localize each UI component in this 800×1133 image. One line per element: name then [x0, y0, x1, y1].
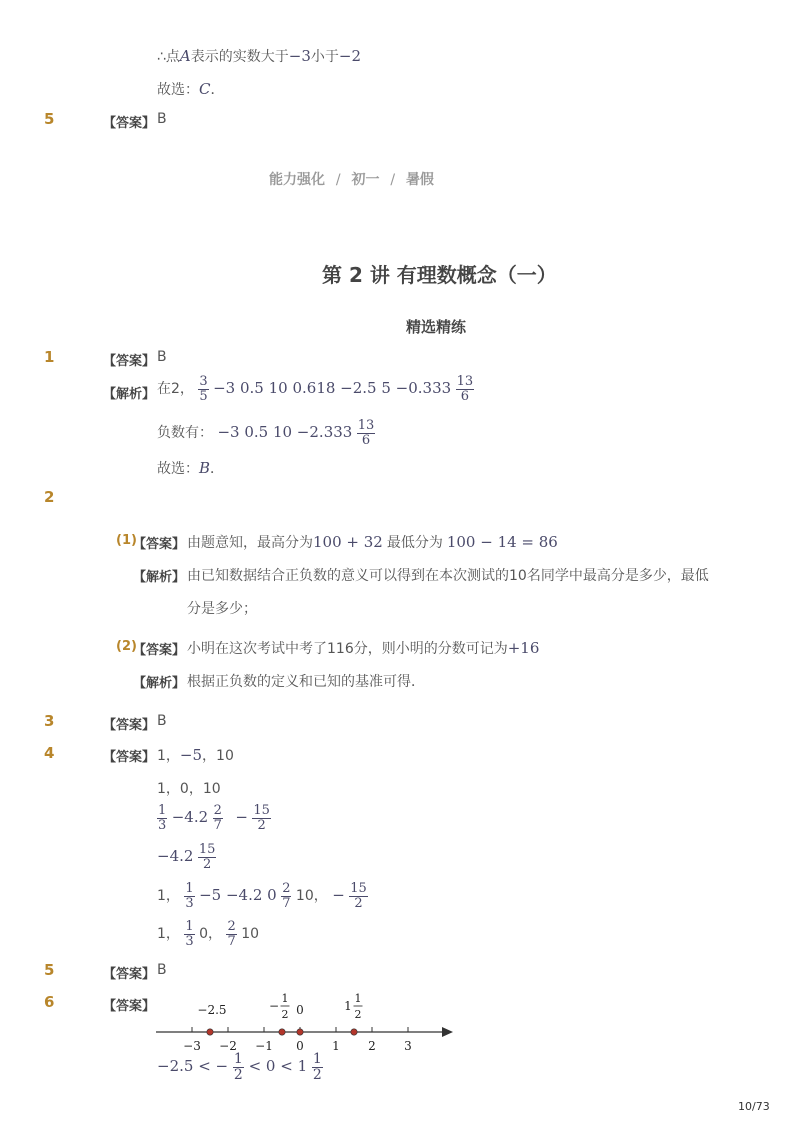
answer-label: 【答案】 — [103, 750, 156, 765]
answer-text-prefix: 由题意知，最高分为 — [187, 535, 313, 551]
analysis-text: 分是多少； — [187, 601, 257, 617]
answer-text-mid: 最低分为 — [386, 535, 443, 551]
answer-line-5: 1， $\frac{1}{3}$ −5 −4.2 0 $\frac{2}{7}$ 10， − $\frac{15}{2}$ — [157, 881, 367, 911]
answer-value: B — [157, 349, 167, 365]
answer-text — [187, 532, 558, 552]
fraction: $\frac{1}{3}$ — [158, 803, 167, 833]
conclusion-mid: 小于 — [310, 49, 339, 65]
fraction: $\frac{1}{2}$ — [312, 1051, 322, 1083]
analysis-label: 【解析】 — [103, 387, 156, 402]
point-a-var: A — [179, 47, 191, 65]
point-label: 0 — [296, 1003, 304, 1017]
page-number: 10/73 — [738, 1100, 770, 1113]
number-point — [279, 1029, 285, 1035]
number-point — [297, 1029, 303, 1035]
answer-label: 【答案】 — [133, 643, 186, 658]
answer-math: −5 −4.2 0 — [199, 886, 277, 905]
breadcrumb-separator: / — [335, 172, 341, 188]
fraction: $\frac{2}{7}$ — [282, 881, 291, 911]
fraction: $\frac{13}{6}$ — [357, 418, 375, 448]
answer-line-6: 1， $\frac{1}{3}$ 0， $\frac{2}{7}$ 10 — [157, 919, 260, 949]
question-number: 5 — [44, 961, 55, 979]
tick-label: −2 — [219, 1039, 237, 1053]
fraction: $\frac{1}{2}$ — [233, 1051, 243, 1083]
answer-label: 【答案】 — [103, 999, 156, 1014]
conclusion-prefix: ∴点 — [157, 49, 180, 65]
tick-label: 3 — [404, 1039, 412, 1053]
choose-value: C — [199, 80, 211, 98]
answer-value: B — [157, 111, 167, 127]
part-tag: (2) — [116, 639, 137, 654]
fraction: $\frac{15}{2}$ — [253, 803, 270, 833]
tick-label: 0 — [296, 1039, 304, 1053]
inequality: −2.5 < − $\frac{1}{2}$ < 0 < 1 $\frac{1}{2}$ — [157, 1051, 322, 1083]
number-point — [207, 1029, 213, 1035]
axis-arrow — [442, 1027, 453, 1037]
answer-value: B — [157, 713, 167, 729]
analysis-label: 【解析】 — [133, 570, 186, 585]
question-number: 6 — [44, 993, 55, 1011]
choose-label: 故选： — [157, 82, 199, 98]
breadcrumb-item-3: 暑假 — [405, 172, 434, 188]
question-number: 5 — [44, 110, 55, 128]
question-number: 1 — [44, 348, 55, 366]
choose-value: B — [199, 459, 211, 477]
answer-value: B — [157, 962, 167, 978]
answer-math: 100 − 14 = 86 — [446, 533, 558, 551]
answer-math: −4.2 — [171, 808, 209, 827]
choose-line-top: 故选：C． — [157, 80, 225, 98]
question-number: 4 — [44, 744, 55, 762]
analysis-math: −3 0.5 10 0.618 −2.5 5 −0.333 — [213, 379, 452, 398]
analysis-text: 根据正负数的定义和已知的基准可得． — [187, 674, 425, 690]
fraction: $\frac{2}{7}$ — [227, 919, 236, 949]
fraction: $\frac{1}{3}$ — [185, 881, 194, 911]
number-point — [351, 1029, 357, 1035]
question-number: 3 — [44, 712, 55, 730]
point-label: 1 — [281, 992, 289, 1005]
choose-label: 故选： — [157, 461, 199, 477]
question-number: 2 — [44, 488, 55, 506]
tick-label: 2 — [368, 1039, 376, 1053]
tick-label: 1 — [332, 1039, 340, 1053]
analysis-text: 在2， — [157, 381, 194, 398]
point-label: 1 — [344, 999, 352, 1013]
analysis-text: 负数有： — [157, 425, 213, 442]
analysis-label: 【解析】 — [133, 676, 186, 691]
answer-line-1: 1，−5，10 — [157, 746, 234, 764]
conclusion-math: −3 — [288, 47, 311, 65]
answer-line-4 — [157, 843, 216, 871]
choose-line: 故选：B． — [157, 459, 225, 477]
answer-label: 【答案】 — [103, 967, 156, 982]
section-title: 精选精练 — [406, 318, 467, 336]
tick-label: −1 — [255, 1039, 273, 1053]
answer-text-prefix: 小明在这次考试中考了116分，则小明的分数可记为 — [187, 641, 508, 657]
conclusion-text: 表示的实数大于 — [190, 49, 289, 65]
analysis-line-2 — [157, 419, 375, 447]
answer-line-3: $\frac{1}{3}$ −4.2 $\frac{2}{7}$ − $\frac{15}{2}$ — [158, 803, 270, 833]
fraction: $\frac{1}{3}$ — [185, 919, 194, 949]
point-label: 2 — [354, 1008, 362, 1021]
answer-math: −5 — [179, 746, 203, 764]
fraction: $\frac{15}{2}$ — [350, 881, 367, 911]
tick-label: −3 — [183, 1039, 201, 1053]
fraction: $\frac{2}{7}$ — [213, 803, 222, 833]
point-label: − — [268, 999, 280, 1013]
answer-text — [187, 638, 539, 658]
breadcrumb-item-2: 初一 — [351, 172, 380, 188]
part-tag: (1) — [116, 533, 137, 548]
analysis-math: −3 0.5 10 −2.333 — [217, 423, 353, 442]
breadcrumb — [269, 169, 434, 189]
number-line — [150, 980, 460, 1060]
fraction: $\frac{13}{6}$ — [456, 374, 474, 404]
lecture-title: 第 2 讲 有理数概念（一） — [322, 263, 557, 287]
analysis-line-1 — [157, 375, 474, 403]
conclusion-line — [157, 46, 361, 66]
answer-label: 【答案】 — [133, 537, 186, 552]
conclusion-math2: −2 — [338, 47, 362, 65]
breadcrumb-item-1: 能力强化 — [269, 172, 325, 188]
answer-label: 【答案】 — [103, 116, 156, 131]
fraction: $\frac{3}{5}$ — [199, 374, 208, 404]
point-label: 2 — [281, 1008, 289, 1021]
breadcrumb-separator: / — [390, 172, 396, 188]
analysis-text: 由已知数据结合正负数的意义可以得到在本次测试的10名同学中最高分是多少，最低 — [187, 568, 709, 584]
answer-label: 【答案】 — [103, 718, 156, 733]
point-label: −2.5 — [197, 1003, 227, 1017]
fraction: $\frac{15}{2}$ — [198, 842, 216, 872]
point-label: 1 — [354, 992, 362, 1005]
answer-math: −4.2 — [157, 847, 194, 866]
answer-line-2: 1，0，10 — [157, 781, 221, 797]
answer-math: +16 — [507, 639, 540, 657]
answer-label: 【答案】 — [103, 354, 156, 369]
answer-math: 100 + 32 — [313, 533, 383, 551]
